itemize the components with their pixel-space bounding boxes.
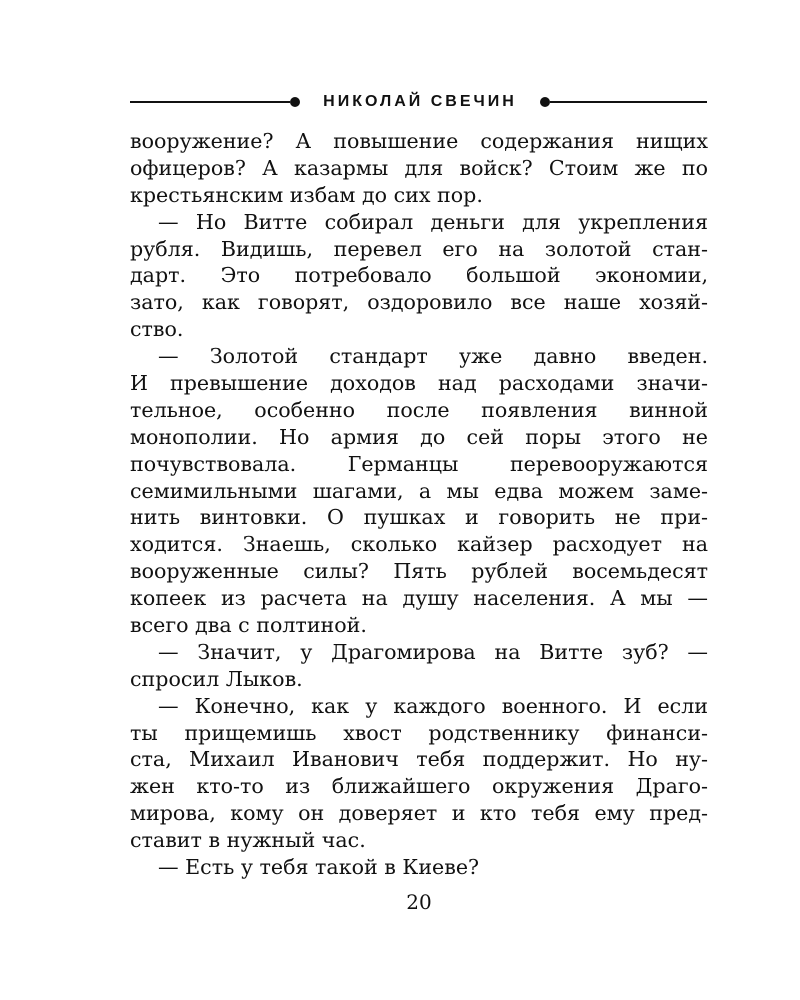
header-author: НИКОЛАЙ СВЕЧИН xyxy=(323,93,517,110)
text-line: офицеров? А казармы для войск? Стоим же по xyxy=(130,155,708,180)
text-line: ты прищемишь хвост родственнику финанси- xyxy=(130,720,708,745)
text-line: ство. xyxy=(130,317,184,342)
page-number: 20 xyxy=(406,890,432,914)
header-dot-right xyxy=(540,97,550,107)
text-line: вооруженные силы? Пять рублей восемьдесят xyxy=(130,559,708,584)
text-line: тельное, особенно после появления винной xyxy=(130,397,708,422)
text-line: — Конечно, как у каждого военного. И если xyxy=(158,693,708,718)
text-line: — Есть у тебя такой в Киеве? xyxy=(158,855,480,880)
text-line: рубля. Видишь, перевел его на золотой стан- xyxy=(130,236,708,261)
text-line: вооружение? А повышение содержания нищих xyxy=(130,129,708,153)
header-dot-left xyxy=(290,97,300,107)
text-line: ходится. Знаешь, сколько кайзер расходует на xyxy=(130,532,708,557)
text-line: нить винтовки. О пушках и говорить не при- xyxy=(130,505,708,530)
text-line: ставит в нужный час. xyxy=(130,828,366,853)
header-rule-left xyxy=(130,101,290,103)
text-line: И превышение доходов над расходами значи- xyxy=(130,371,708,396)
text-line: ста, Михаил Иванович тебя поддержит. Но ну- xyxy=(130,747,708,772)
text-line: — Значит, у Драгомирова на Витте зуб? — xyxy=(158,639,708,664)
text-line: семимильными шагами, а мы едва можем заме- xyxy=(130,478,708,503)
text-line: зато, как говорят, оздоровило все наше хозяй- xyxy=(130,290,708,315)
text-line: дарт. Это потребовало большой экономии, xyxy=(130,263,708,288)
text-line: монополии. Но армия до сей поры этого не xyxy=(130,424,708,449)
text-line: всего два с полтиной. xyxy=(130,613,367,638)
text-line: — Но Витте собирал деньги для укрепления xyxy=(158,209,708,234)
text-line: крестьянским избам до сих пор. xyxy=(130,182,483,207)
body-text xyxy=(130,128,708,881)
header-rule-right xyxy=(550,101,707,103)
text-line: — Золотой стандарт уже давно введен. xyxy=(158,344,708,369)
text-line: жен кто-то из ближайшего окружения Драго- xyxy=(130,774,708,799)
text-line: почувствовала. Германцы перевооружаются xyxy=(130,451,708,476)
text-line: копеек из расчета на душу населения. А мы — xyxy=(130,586,708,611)
text-line: спросил Лыков. xyxy=(130,666,303,691)
running-header xyxy=(130,90,707,114)
text-line: мирова, кому он доверяет и кто тебя ему пред- xyxy=(130,801,708,826)
